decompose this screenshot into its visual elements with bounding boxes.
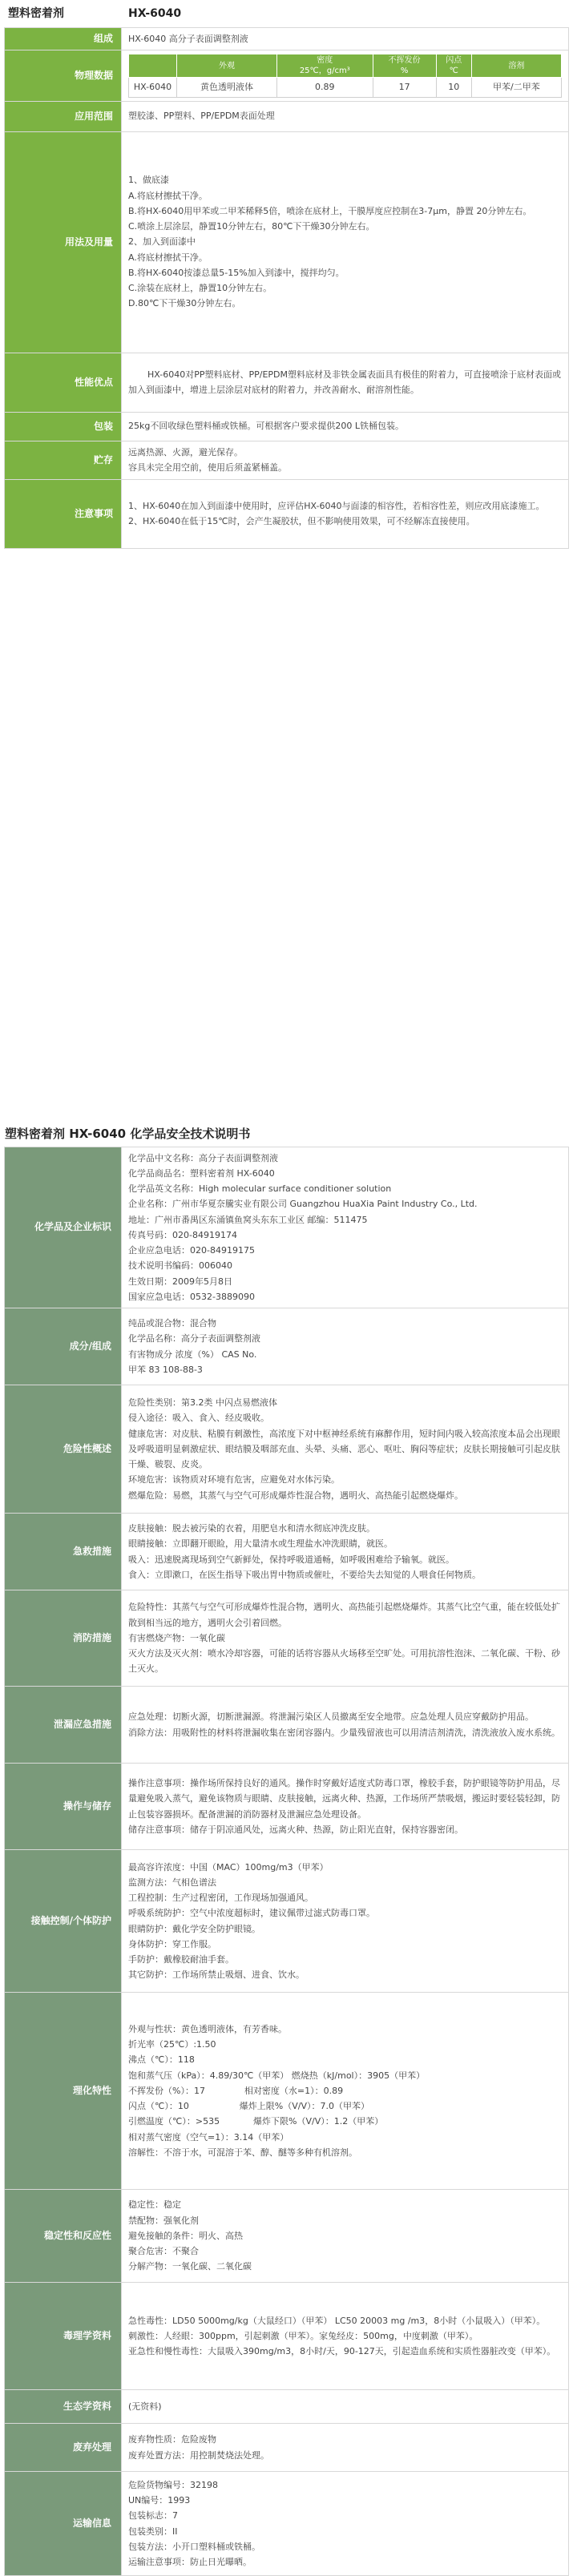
row-value — [122, 1385, 569, 1514]
packing-row — [5, 412, 569, 441]
row-line: 操作注意事项：操作场所保持良好的通风。操作时穿戴好适度式防毒口罩，橡胶手套，防护眼镜等防护用品，尽量避免吸入蒸气，避免该物质与眼睛、皮肤接触，远离火种、热源，工作场所严禁吸烟，搬运时要轻装轻卸，防止包装容器损坏。配备泄漏的消防器材及泄漏应急处理设备。 — [128, 1776, 562, 1822]
row-label: 组成 — [5, 28, 122, 50]
row-line: 沸点（℃）：118 — [128, 2052, 562, 2067]
msds-row — [5, 1147, 569, 1308]
usage-line: A.将底材擦拭干净。 — [128, 188, 562, 204]
row-line: 侵入途径：吸入、食入、经皮吸收。 — [128, 1410, 562, 1425]
row-line: 有害燃烧产物：一氧化碳 — [128, 1631, 562, 1646]
row-line: 禁配物：强氧化剂 — [128, 2213, 562, 2228]
header-solvent: 溶剂 — [471, 54, 561, 78]
cell-density: 0.89 — [276, 78, 373, 97]
row-line: 危险特性：其蒸气与空气可形成爆炸性混合物，遇明火、高热能引起燃烧爆炸。其蒸气比空气重，能在较低处扩散到相当远的地方，遇明火会引着回燃。 — [128, 1599, 562, 1631]
row-line: 有害物成分 浓度（%） CAS No. — [128, 1347, 562, 1362]
storage-row — [5, 441, 569, 479]
usage-line: 1、做底漆 — [128, 172, 562, 187]
row-line: (无资料) — [128, 2399, 562, 2414]
row-line: 危险货物编号：32198 — [128, 2477, 562, 2493]
row-line: 废弃物性质：危险废物 — [128, 2432, 562, 2447]
row-line: 分解产物：一氧化碳、二氧化碳 — [128, 2259, 562, 2274]
row-value — [122, 1147, 569, 1308]
cell-product: HX-6040 — [129, 78, 177, 97]
physical-data-values — [129, 78, 562, 97]
row-label: 用法及用量 — [5, 131, 122, 353]
row-label: 废弃处理 — [5, 2424, 122, 2472]
row-line: 危险性类别：第3.2类 中闪点易燃液体 — [128, 1395, 562, 1410]
row-line: 呼吸系统防护：空气中浓度超标时，建议佩带过滤式防毒口罩。 — [128, 1905, 562, 1921]
performance-row — [5, 353, 569, 412]
row-line: 其它防护：工作场所禁止吸烟、进食、饮水。 — [128, 1967, 562, 1982]
row-value — [122, 1687, 569, 1764]
msds-row — [5, 1590, 569, 1687]
row-value — [122, 2190, 569, 2283]
row-line: 化学品英文名称：High molecular surface conditioner solution — [128, 1181, 562, 1196]
msds-row — [5, 1850, 569, 1993]
notes-line: 2、HX-6040在低于15℃时，会产生凝胶状，但不影响使用效果，可不经解冻直接使用。 — [128, 514, 562, 529]
product-spec-table — [4, 27, 569, 549]
row-line: 聚合危害：不聚合 — [128, 2243, 562, 2259]
msds-row — [5, 2190, 569, 2283]
row-line: 国家应急电话：0532-3889090 — [128, 1289, 562, 1304]
header-nonvolatile: 不挥发份 % — [373, 54, 436, 78]
row-line: 溶解性：不溶于水，可混溶于苯、醇、醚等多种有机溶剂。 — [128, 2145, 562, 2160]
row-value — [122, 2283, 569, 2390]
row-line: 引燃温度（℃）：>535 爆炸下限%（V/V）：1.2（甲苯） — [128, 2114, 562, 2129]
row-line: 健康危害：对皮肤、粘膜有刺激性，高浓度下对中枢神经系统有麻醉作用，短时间内吸入较高浓度本品会出现眼及呼吸道明显刺激症状、眼结膜及咽部充血、头晕、头痛、恶心、呕吐、胸闷等症状；皮肤长期接触可引起皮肤干燥、皲裂、皮炎。 — [128, 1426, 562, 1473]
product-code: HX-6040 — [128, 4, 181, 24]
header-appearance: 外观 — [177, 54, 277, 78]
notes-row — [5, 479, 569, 548]
composition-value: HX-6040 高分子表面调整剂液 — [122, 28, 569, 50]
row-line: 废弃处置方法：用控制焚烧法处理。 — [128, 2448, 562, 2463]
row-line: 亚急性和慢性毒性：大鼠吸入390mg/m3，8小时/天，90-127天，引起造血系统和实质性器脏改变（甲苯）。 — [128, 2344, 562, 2359]
row-label: 注意事项 — [5, 479, 122, 548]
row-line: 灭火方法及灭火剂：喷水冷却容器，可能的话将容器从火场移至空旷处。可用抗溶性泡沫、二氧化碳、干粉、砂土灭火。 — [128, 1646, 562, 1677]
row-line: 甲苯 83 108-88-3 — [128, 1362, 562, 1377]
row-line: UN编号：1993 — [128, 2493, 562, 2508]
row-line: 传真号码：020-84919174 — [128, 1228, 562, 1243]
cell-nonvolatile: 17 — [373, 78, 436, 97]
row-line: 包装标志：7 — [128, 2508, 562, 2523]
row-line: 眼睛接触：立即翻开眼睑，用大量清水或生理盐水冲洗眼睛，就医。 — [128, 1536, 562, 1551]
row-line: 化学品商品名：塑料密着剂 HX-6040 — [128, 1166, 562, 1181]
msds-row — [5, 1687, 569, 1764]
header-density: 密度 25℃，g/cm³ — [276, 54, 373, 78]
row-line: 刺激性：人经眼：300ppm，引起刺激（甲苯）。家兔经皮：500mg，中度刺激（甲苯）。 — [128, 2328, 562, 2344]
row-line: 纯品或混合物：混合物 — [128, 1316, 562, 1331]
row-line: 闪点（℃）：10 爆炸上限%（V/V）：7.0（甲苯） — [128, 2098, 562, 2114]
row-line: 工程控制：生产过程密闭，工作现场加强通风。 — [128, 1890, 562, 1905]
row-label: 化学品及企业标识 — [5, 1147, 122, 1308]
row-label: 泄漏应急措施 — [5, 1687, 122, 1764]
row-line: 地址：广州市番禺区东涌镇鱼窝头东东工业区 邮编：511475 — [128, 1212, 562, 1228]
row-line: 企业应急电话：020-84919175 — [128, 1243, 562, 1258]
row-label: 稳定性和反应性 — [5, 2190, 122, 2283]
row-line: 身体防护：穿工作服。 — [128, 1937, 562, 1952]
row-label: 生态学资料 — [5, 2390, 122, 2424]
performance-value: HX-6040对PP塑料底材、PP/EPDM塑料底材及非铁金属表面具有极佳的附着力，可直接喷涂于底材表面或加入到面漆中，增进上层涂层对底材的附着力，并改善耐水、耐溶剂性能。 — [122, 353, 569, 412]
row-label: 成分/组成 — [5, 1308, 122, 1385]
row-value — [122, 1308, 569, 1385]
msds-row — [5, 2472, 569, 2576]
row-label: 运输信息 — [5, 2472, 122, 2576]
cell-appearance: 黄色透明液体 — [177, 78, 277, 97]
row-line: 消除方法：用吸附性的材料将泄漏收集在密闭容器内。少量残留液也可以用清洁剂清洗，清洗液放入废水系统。 — [128, 1725, 562, 1740]
msds-row — [5, 1764, 569, 1850]
physical-data-header — [129, 54, 562, 78]
row-line: 急性毒性：LD50 5000mg/kg（大鼠经口）（甲苯） LC50 20003 mg /m3，8小时（小鼠吸入）（甲苯）。 — [128, 2313, 562, 2328]
scope-row — [5, 101, 569, 131]
msds-row — [5, 2390, 569, 2424]
row-value — [122, 2390, 569, 2424]
usage-line: B.将HX-6040按漆总量5-15%加入到漆中，搅拌均匀。 — [128, 265, 562, 280]
cell-flashpoint: 10 — [436, 78, 471, 97]
row-line: 包装类别：II — [128, 2524, 562, 2539]
row-label: 急救措施 — [5, 1514, 122, 1590]
msds-row — [5, 2424, 569, 2472]
row-line: 运输注意事项：防止日光曝晒。 — [128, 2554, 562, 2570]
row-label: 贮存 — [5, 441, 122, 479]
row-line: 储存注意事项：储存于阴凉通风处，远离火种、热源，防止阳光直射，保持容器密闭。 — [128, 1822, 562, 1837]
row-line: 外观与性状：黄色透明液体，有芳香味。 — [128, 2022, 562, 2037]
row-line: 眼睛防护：戴化学安全防护眼镜。 — [128, 1921, 562, 1937]
row-line: 不挥发份（%）：17 相对密度（水=1）：0.89 — [128, 2083, 562, 2098]
row-label: 包装 — [5, 412, 122, 441]
row-line: 相对蒸气密度（空气=1）：3.14（甲苯） — [128, 2130, 562, 2145]
cell-solvent: 甲苯/二甲苯 — [471, 78, 561, 97]
physical-data-cell — [122, 50, 569, 101]
notes-value — [122, 479, 569, 548]
msds-row — [5, 1993, 569, 2190]
row-value — [122, 1590, 569, 1687]
physical-data-table — [128, 54, 562, 97]
product-header — [0, 0, 573, 27]
row-line: 企业名称：广州市华夏奈騰实业有限公司 Guangzhou HuaXia Paint Industry Co., Ltd. — [128, 1196, 562, 1211]
row-line: 化学品名称：高分子表面调整剂液 — [128, 1331, 562, 1346]
msds-row — [5, 1308, 569, 1385]
row-line: 环境危害：该物质对环境有危害，应避免对水体污染。 — [128, 1472, 562, 1487]
row-line: 饱和蒸气压（kPa）：4.89/30℃（甲苯） 燃烧热（kJ/mol）：3905（甲苯） — [128, 2068, 562, 2083]
packing-value: 25kg不回收绿色塑料桶或铁桶。可根据客户要求提供200 L铁桶包装。 — [122, 412, 569, 441]
row-label: 理化特性 — [5, 1993, 122, 2190]
row-line: 技术说明书编码：006040 — [128, 1258, 562, 1273]
row-line: 包装方法：小开口塑料桶或铁桶。 — [128, 2539, 562, 2554]
row-value — [122, 1514, 569, 1590]
row-line: 避免接触的条件：明火、高热 — [128, 2228, 562, 2243]
msds-title: 塑料密着剂 HX-6040 化学品安全技术说明书 — [5, 1123, 250, 1144]
storage-line: 远离热源、火源，避光保存。 — [128, 445, 562, 460]
usage-line: B.将HX-6040用甲苯或二甲苯稀释5倍，喷涂在底材上，干膜厚度应控制在3-7μm，静置 20分钟左右。 — [128, 204, 562, 219]
storage-value — [122, 441, 569, 479]
msds-row — [5, 1514, 569, 1590]
row-value — [122, 1764, 569, 1850]
composition-row — [5, 28, 569, 50]
physical-data-row — [5, 50, 569, 101]
notes-line: 1、HX-6040在加入到面漆中使用时，应评估HX-6040与面漆的相容性，若相容性差，则应改用底漆施工。 — [128, 498, 562, 514]
row-label: 物理数据 — [5, 50, 122, 101]
row-label: 毒理学资料 — [5, 2283, 122, 2390]
storage-line: 容具未完全用空前，使用后须盖紧桶盖。 — [128, 460, 562, 475]
row-line: 稳定性：稳定 — [128, 2197, 562, 2212]
msds-row — [5, 1385, 569, 1514]
row-line: 燃爆危险：易燃，其蒸气与空气可形成爆炸性混合物，遇明火、高热能引起燃烧爆炸。 — [128, 1488, 562, 1503]
row-line: 手防护：戴橡胶耐油手套。 — [128, 1952, 562, 1967]
scope-value: 塑胶漆、PP塑料、PP/EPDM表面处理 — [122, 101, 569, 131]
row-value — [122, 2472, 569, 2576]
row-line: 化学品中文名称：高分子表面调整剂液 — [128, 1151, 562, 1166]
product-title: 塑料密着剂 — [8, 4, 64, 24]
row-value — [122, 1993, 569, 2190]
row-line: 食入：立即漱口，在医生指导下吸出胃中物质或催吐，不要给失去知觉的人喂食任何物质。 — [128, 1567, 562, 1582]
usage-line: A.将底材擦拭干净。 — [128, 250, 562, 265]
msds-table — [4, 1147, 569, 2576]
row-value — [122, 2424, 569, 2472]
row-label: 性能优点 — [5, 353, 122, 412]
usage-line: 2、加入到面漆中 — [128, 234, 562, 249]
row-value — [122, 1850, 569, 1993]
row-line: 应急处理：切断火源，切断泄漏源。将泄漏污染区人员撤离至安全地带。应急处理人员应穿戴防护用品。 — [128, 1709, 562, 1724]
msds-row — [5, 2283, 569, 2390]
row-line: 吸入：迅速脱离现场到空气新鲜处，保持呼吸道通畅，如呼吸困难给予输氧。就医。 — [128, 1552, 562, 1567]
row-label: 操作与储存 — [5, 1764, 122, 1850]
row-line: 最高容许浓度：中国（MAC）100mg/m3（甲苯） — [128, 1860, 562, 1875]
usage-line: C.涂装在底材上，静置10分钟左右。 — [128, 280, 562, 296]
header-flashpoint: 闪点 ℃ — [436, 54, 471, 78]
row-line: 折光率（25℃）:1.50 — [128, 2037, 562, 2052]
usage-row — [5, 131, 569, 353]
row-line: 皮肤接触：脱去被污染的衣着，用肥皂水和清水彻底冲洗皮肤。 — [128, 1521, 562, 1536]
row-label: 接触控制/个体防护 — [5, 1850, 122, 1993]
usage-value — [122, 131, 569, 353]
usage-line: C.喷涂上层涂层，静置10分钟左右，80℃下干燥30分钟左右。 — [128, 219, 562, 234]
row-line: 监测方法：气相色谱法 — [128, 1875, 562, 1890]
usage-line: D.80℃下干燥30分钟左右。 — [128, 296, 562, 311]
row-line: 生效日期：2009年5月8日 — [128, 1274, 562, 1289]
msds-header — [0, 1123, 573, 1147]
row-label: 应用范围 — [5, 101, 122, 131]
row-label: 消防措施 — [5, 1590, 122, 1687]
row-label: 危险性概述 — [5, 1385, 122, 1514]
